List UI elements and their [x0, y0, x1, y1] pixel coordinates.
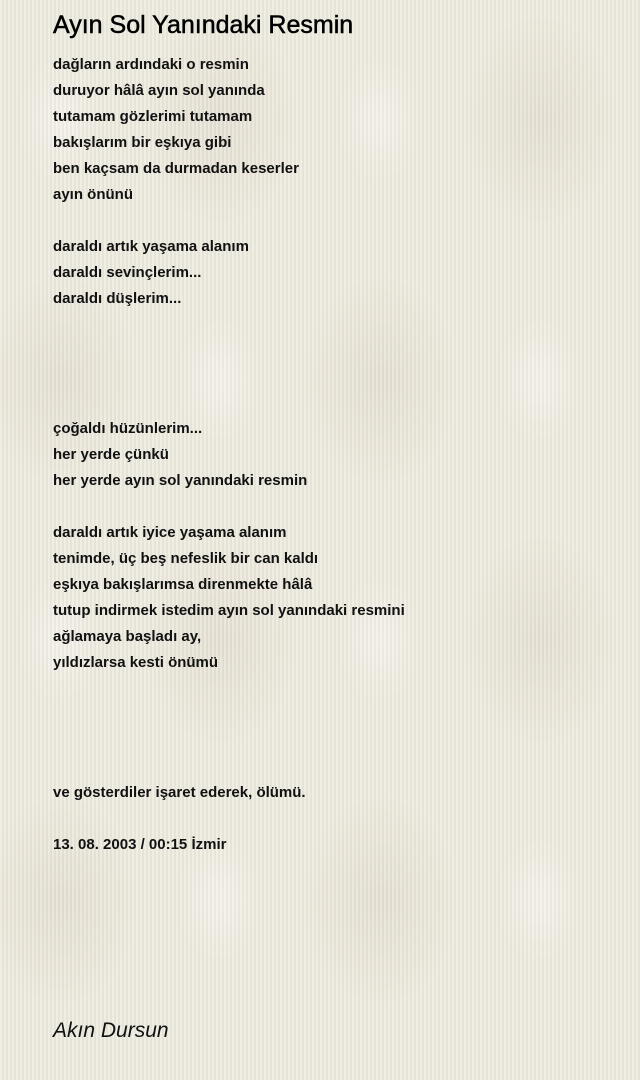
- poem-author: Akın Dursun: [53, 1019, 169, 1042]
- poem-line: daraldı artık iyice yaşama alanım: [53, 524, 287, 541]
- poem-line: ağlamaya başladı ay,: [53, 628, 202, 645]
- poem-blank-line: [53, 754, 405, 780]
- poem-blank-line: [53, 702, 405, 728]
- poem-line: ayın önünü: [53, 186, 133, 203]
- poem-blank-line: [53, 494, 405, 520]
- poem-line: daraldı sevinçlerim...: [53, 264, 202, 281]
- poem-blank-line: [53, 806, 405, 832]
- poem-line: eşkıya bakışlarımsa direnmekte hâlâ: [53, 576, 313, 593]
- poem-blank-line: [53, 208, 405, 234]
- poem-blank-line: [53, 390, 405, 416]
- poem-line: tenimde, üç beş nefeslik bir can kaldı: [53, 550, 319, 567]
- poem-line: bakışlarım bir eşkıya gibi: [53, 134, 232, 151]
- poem-line: dağların ardındaki o resmin: [53, 56, 249, 73]
- poem-line: daraldı düşlerim...: [53, 290, 182, 307]
- poem-blank-line: [53, 312, 405, 338]
- poem-line: duruyor hâlâ ayın sol yanında: [53, 82, 265, 99]
- poem-line: daraldı artık yaşama alanım: [53, 238, 249, 255]
- poem-blank-line: [53, 364, 405, 390]
- poem-blank-line: [53, 676, 405, 702]
- poem-line: her yerde çünkü: [53, 446, 169, 463]
- poem-line: çoğaldı hüzünlerim...: [53, 420, 203, 437]
- poem-title: Ayın Sol Yanındaki Resmin: [53, 11, 354, 39]
- poem-line: 13. 08. 2003 / 00:15 İzmir: [53, 836, 227, 853]
- poem-blank-line: [53, 728, 405, 754]
- poem-blank-line: [53, 338, 405, 364]
- poem-body: [53, 52, 405, 858]
- poem-line: tutamam gözlerimi tutamam: [53, 108, 253, 125]
- poem-line: tutup indirmek istedim ayın sol yanındaki resmini: [53, 602, 405, 619]
- poem-line: ben kaçsam da durmadan keserler: [53, 160, 299, 177]
- poem-line: her yerde ayın sol yanındaki resmin: [53, 472, 308, 489]
- poem-line: ve gösterdiler işaret ederek, ölümü.: [53, 784, 306, 801]
- poem-line: yıldızlarsa kesti önümü: [53, 654, 219, 671]
